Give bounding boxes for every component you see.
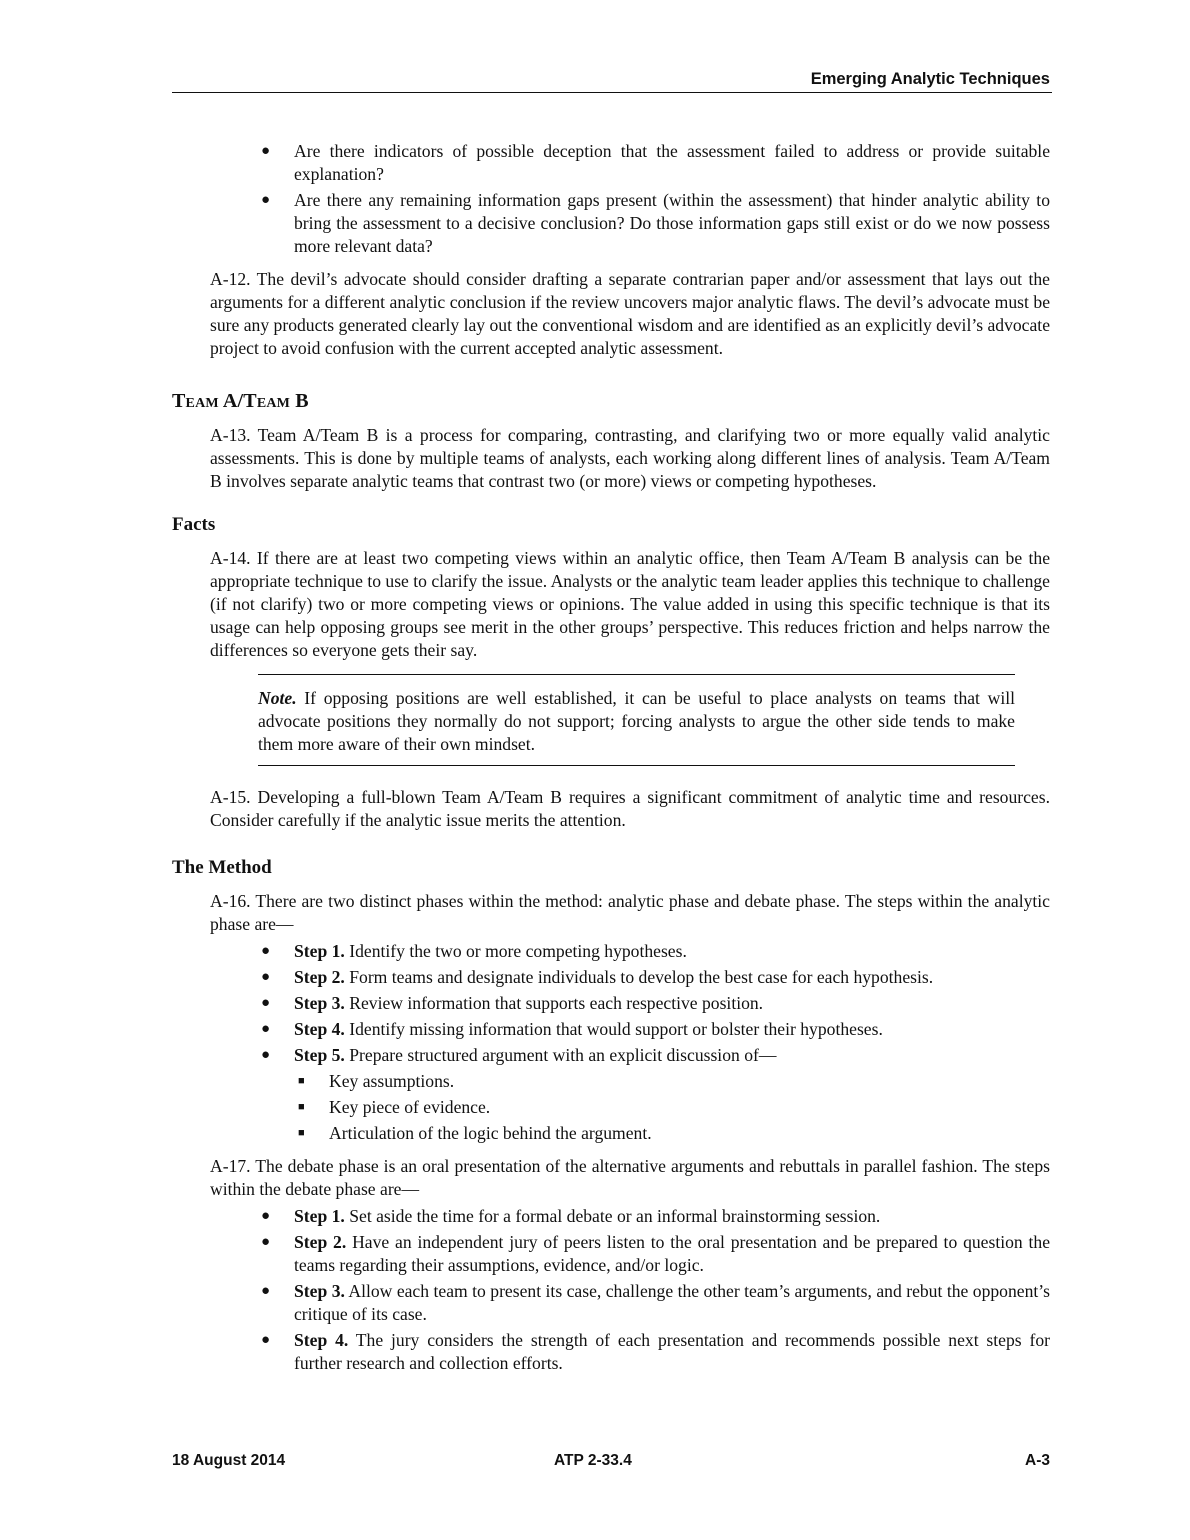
list-item: ● Step 3. Review information that supports each respective position. (261, 993, 764, 1013)
bullet-dot-icon: ● (261, 192, 271, 208)
paragraph-a14: A-14. If there are at least two competing views within an analytic office, then Team A/Team B analysis can be the appropriate technique to use to clarify the issue. Analysts or the analytic team leader applies this technique to challenge (if not clarify) two or more competing views or opinions. The value added in using this specific technique is that its usage can help opposing groups see merit in the other groups’ perspective. This reduces friction and helps narrow the differences so everyone gets their say. (210, 548, 1050, 660)
list-item: ● Step 4. Identify missing information that would support or bolster their hypotheses. (261, 1019, 883, 1039)
header-rule (172, 92, 1052, 93)
subheading-facts: Facts (172, 514, 216, 535)
bullet-dot-icon: ● (261, 143, 271, 159)
paragraph-a15: A-15. Developing a full-blown Team A/Team B requires a significant commitment of analytic time and resources. Consider carefully if the analytic issue merits the attention. (210, 787, 1050, 830)
list-item: ● Are there indicators of possible deception that the assessment failed to address or provide suitable explanation? (261, 141, 1050, 184)
note-text: If opposing positions are well established, it can be useful to place analysts on teams that will advocate positions they normally do not support; forcing analysts to argue the other side tends to make them more aware of their own mindset. (258, 688, 1015, 754)
note-box (258, 674, 1015, 766)
debate-steps-list (210, 1205, 1050, 1375)
list-item: ■ Articulation of the logic behind the argument. (298, 1123, 652, 1143)
bullet-dot-icon: ● (261, 943, 271, 959)
list-item: ■ Key piece of evidence. (298, 1097, 491, 1117)
paragraph-a16: A-16. There are two distinct phases within the method: analytic phase and debate phase. The steps within the analytic phase are— (210, 891, 1050, 934)
list-item: ● Step 1. Identify the two or more competing hypotheses. (261, 941, 687, 961)
list-item: ● Step 5. Prepare structured argument with an explicit discussion of— ■ Key assumptions. ■ Key piece of evidence. ■ Articulation of the logic behind the argument. (210, 1044, 1050, 1145)
note-paragraph (258, 687, 1015, 756)
square-bullet-icon: ■ (298, 1075, 305, 1087)
page-body (172, 140, 1050, 1378)
bullet-dot-icon: ● (261, 969, 271, 985)
analytic-steps-list (210, 940, 1050, 1145)
paragraph-a13: A-13. Team A/Team B is a process for comparing, contrasting, and clarifying two or more equally valid analytic assessments. This is done by multiple teams of analysts, each working along different lines of analysis. Team A/Team B involves separate analytic teams that contrast two (or more) views or competing hypotheses. (210, 425, 1050, 491)
paragraph-a12: A-12. The devil’s advocate should consider drafting a separate contrarian paper and/or assessment that lays out the arguments for a different analytic conclusion if the review uncovers major analytic flaws. The devil’s advocate must be sure any products generated clearly lay out the conventional wisdom and are identified as an explicitly devil’s advocate project to avoid confusion with the current accepted analytic assessment. (210, 269, 1050, 358)
paragraph-a17: A-17. The debate phase is an oral presentation of the alternative arguments and rebuttals in parallel fashion. The steps within the debate phase are— (210, 1156, 1050, 1199)
note-label: Note. (258, 688, 297, 708)
list-item: ● Step 2. Have an independent jury of peers listen to the oral presentation and be prepared to question the teams regarding their assumptions, evidence, and/or logic. (261, 1232, 1050, 1275)
bullet-dot-icon: ● (261, 1332, 271, 1348)
bullet-dot-icon: ● (261, 1047, 271, 1063)
footer-publication: ATP 2-33.4 (554, 1452, 632, 1469)
step5-sublist (210, 1070, 1050, 1145)
bullet-dot-icon: ● (261, 995, 271, 1011)
intro-bullet-list (210, 140, 1050, 258)
bullet-dot-icon: ● (261, 1021, 271, 1037)
footer-page-number: A-3 (1025, 1452, 1050, 1469)
square-bullet-icon: ■ (298, 1127, 305, 1139)
running-header-title: Emerging Analytic Techniques (810, 70, 1050, 88)
list-item: ● Step 2. Form teams and designate individuals to develop the best case for each hypothesis. (261, 967, 934, 987)
section-heading-team-a-team-b: Team A/Team B (172, 390, 309, 412)
list-item: ● Step 1. Set aside the time for a formal debate or an informal brainstorming session. (261, 1206, 881, 1226)
subheading-the-method: The Method (172, 857, 272, 878)
list-item: ● Are there any remaining information gaps present (within the assessment) that hinder analytic ability to bring the assessment to a decisive conclusion? Do those information gaps still exist or do we now possess more relevant data? (261, 190, 1050, 256)
bullet-dot-icon: ● (261, 1283, 271, 1299)
list-item: ● Step 3. Allow each team to present its case, challenge the other team’s arguments, and rebut the opponent’s critique of its case. (261, 1281, 1050, 1324)
square-bullet-icon: ■ (298, 1101, 305, 1113)
list-item: ■ Key assumptions. (298, 1071, 455, 1091)
footer-date: 18 August 2014 (172, 1452, 286, 1469)
list-item: ● Step 4. The jury considers the strength of each presentation and recommends possible next steps for further research and collection efforts. (261, 1330, 1050, 1373)
bullet-dot-icon: ● (261, 1208, 271, 1224)
bullet-dot-icon: ● (261, 1234, 271, 1250)
